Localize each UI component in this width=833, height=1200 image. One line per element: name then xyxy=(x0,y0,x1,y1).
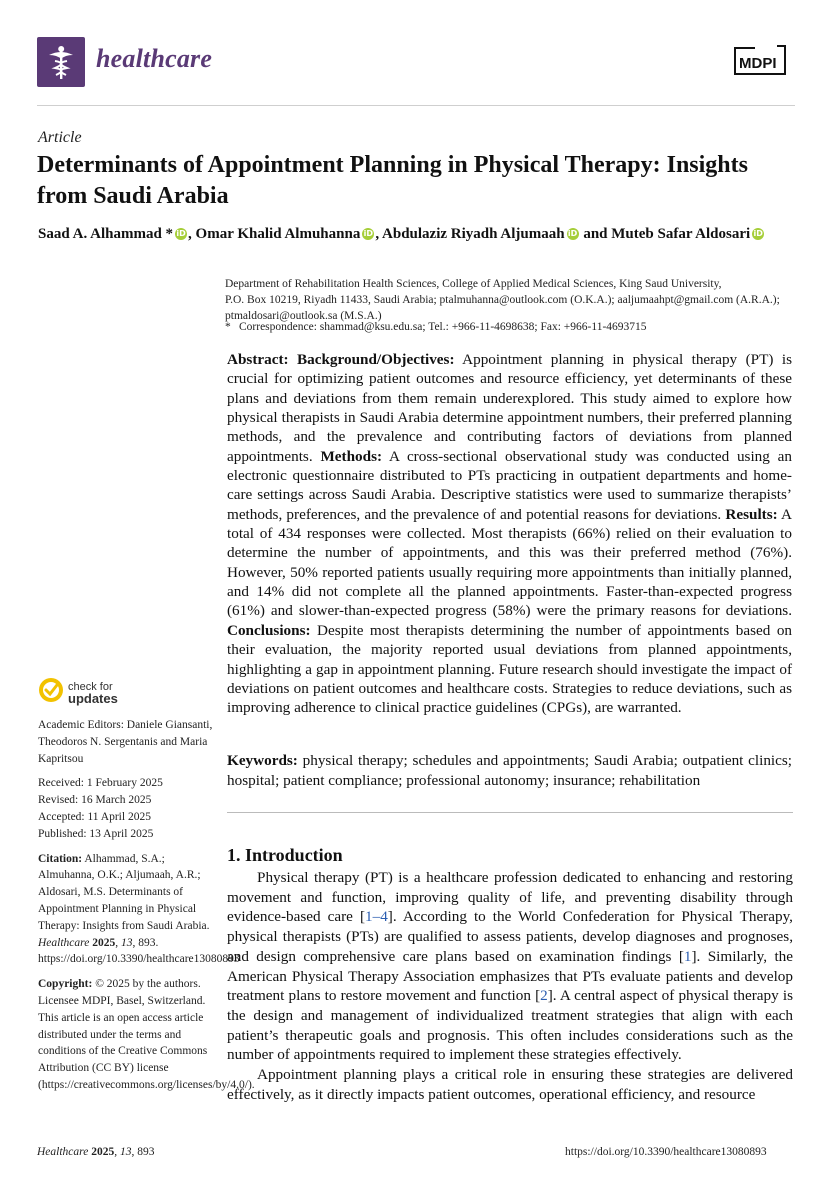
affiliation-line: ptmaldosari@outlook.sa (M.S.A.) xyxy=(225,310,382,322)
academic-editors: Academic Editors: Daniele Giansanti, Theodoros N. Sergentanis and Maria Kapritsou xyxy=(38,719,213,765)
abstract-conclusions-label: Conclusions: xyxy=(227,621,311,639)
abstract-conclusions: Despite most therapists determining the number of appointments based on their evaluation, the majority reported usual deviations from planned appointments, highlighting a gap in appointment planning. Future research should investigate the impact of deviations on patient outcomes and healthcare costs. Strategies to reduce deviations, such as improving adherence to clinical practice guidelines (CPGs), are warranted. xyxy=(227,621,793,717)
introduction-body xyxy=(227,868,793,1104)
affiliation xyxy=(225,276,800,324)
affiliation-line: P.O. Box 10219, Riyadh 11433, Saudi Arabia; ptalmuhanna@outlook.com (O.K.A.); aaljumaahpt@gmail.com (A.R.A.); xyxy=(225,294,780,306)
paragraph: Appointment planning plays a critical role in ensuring these strategies are delivered effectively, as it directly impacts patient outcomes, operational efficiency, and resource xyxy=(227,1066,793,1103)
received-date: Received: 1 February 2025 xyxy=(38,777,163,790)
corresponding-marker: * xyxy=(161,226,174,242)
abstract xyxy=(227,350,792,718)
affiliation-line: Department of Rehabilitation Health Sciences, College of Applied Medical Sciences, King Saud University, xyxy=(225,278,722,290)
article-dates xyxy=(38,775,213,842)
medical-caduceus-icon xyxy=(43,43,79,81)
author-name[interactable]: Omar Khalid Almuhanna xyxy=(195,226,361,242)
reference-link[interactable]: 1 xyxy=(683,947,692,965)
section-divider xyxy=(227,812,793,813)
article-info-sidebar xyxy=(38,717,255,1102)
check-updates-icon xyxy=(38,677,64,703)
keywords-label: Keywords: xyxy=(227,752,298,769)
citation: Citation: Alhammad, S.A.; Almuhanna, O.K.; Aljumaah, A.R.; Aldosari, M.S. Determinants of Appointment Planning in Physical Therapy: Insights from Saudi Arabia. Healthcare 2025, 13, 893. https://doi.org/10.3390/healthcare13080893 xyxy=(38,852,240,966)
header-divider xyxy=(37,105,795,106)
abstract-label: Abstract: xyxy=(227,351,289,368)
check-for-updates-badge[interactable] xyxy=(38,677,64,708)
publisher-logo[interactable] xyxy=(727,44,795,83)
orcid-icon[interactable]: iD xyxy=(176,229,186,238)
check-for-updates-label[interactable]: check for updates xyxy=(68,681,118,706)
footer-citation: Healthcare 2025, 13, 893 xyxy=(37,1146,155,1158)
citation-doi[interactable]: , 893. https://doi.org/10.3390/healthcare13080893 xyxy=(38,936,240,966)
correspondence-text: Correspondence: shammad@ksu.edu.sa; Tel.: +966-11-4698638; Fax: +966-11-4693715 xyxy=(239,321,647,333)
revised-date: Revised: 16 March 2025 xyxy=(38,794,152,807)
copyright: Copyright: © 2025 by the authors. Licensee MDPI, Basel, Switzerland. This article is an open access article distributed under the terms and conditions of the Creative Commons Attribution (CC BY) license (https://creativecommons.org/licenses/by/4.0/). xyxy=(38,978,255,1091)
correspondence xyxy=(225,321,647,333)
author-name[interactable]: Saad A. Alhammad xyxy=(38,226,162,242)
abstract-background-label: Background/Objectives: xyxy=(297,351,455,368)
author-list: Saad A. Alhammad * iD , Omar Khalid Almuhanna iD , Abdulaziz Riyadh Aljumaah iD and Muteb Safar Aldosari iD xyxy=(38,226,763,242)
orcid-icon[interactable]: iD xyxy=(363,229,374,238)
abstract-results: A total of 434 responses were collected. Most therapists (66%) relied on their evaluation to determine the number of appointments, and this was their preferred method (76%). However, 50% reported patients usually requiring more appointments than initially planned, and 14% did not complete all the planned appointments. Faster-than-expected progress (61%) and slower-than-expected progress (58%) were the primary reasons for deviations. xyxy=(227,505,792,620)
paragraph: Physical therapy (PT) is a healthcare profession dedicated to enhancing and restoring movement and function, improving quality of life, and preventing disability through evidence-based care [1–4]. According to the World Confederation for Physical Therapy, physical therapists (PTs) are qualified to assess patients, develop diagnoses and prognoses, and design comprehensive care plans based on examination findings [1]. Similarly, the American Physical Therapy Association emphasizes that PTs evaluate patients and develop treatment plans to restore movement and function [2]. A central aspect of physical therapy is the design and management of individualized treatment strategies that align with each patient’s therapeutic goals and prognosis. This often includes considerations such as the number of appointments required to implement these strategies effectively. xyxy=(227,869,793,1064)
journal-logo xyxy=(37,37,85,87)
footer-doi-link[interactable]: https://doi.org/10.3390/healthcare13080893 xyxy=(565,1146,767,1158)
corresponding-marker: * xyxy=(225,321,231,333)
abstract-background: Appointment planning in physical therapy (PT) is crucial for optimizing patient outcomes and resource efficiency, yet determinants of these plans and deviations from them remain underexplored. This study aimed to explore how physical therapists in Saudi Arabia determine appointment numbers, their preferred planning methods, and the prevalence and contributing factors of deviations from planned appointments. xyxy=(227,351,792,465)
article-title: Determinants of Appointment Planning in Physical Therapy: Insights from Saudi Arabia xyxy=(37,152,748,209)
article-type: Article xyxy=(38,129,82,146)
author-name[interactable]: Muteb Safar Aldosari xyxy=(611,226,751,242)
orcid-icon[interactable]: iD xyxy=(753,229,763,238)
abstract-results-label: Results: xyxy=(725,505,778,523)
keywords xyxy=(227,751,792,791)
journal-name[interactable]: healthcare xyxy=(96,44,213,73)
abstract-methods: A cross-sectional observational study was conducted using an electronic questionnaire distributed to PTs practicing in outpatient departments and home-care settings across Saudi Arabia. Descriptive statistics were used to summarize therapists’ methods, preferences, and the prevalence of and potential reasons for deviations. xyxy=(227,447,793,523)
orcid-icon[interactable]: iD xyxy=(567,229,578,238)
keywords-text: physical therapy; schedules and appointments; Saudi Arabia; outpatient clinics; hospital; patient compliance; professional autonomy; insurance; rehabilitation xyxy=(227,752,793,789)
section-heading: 1. Introduction xyxy=(227,845,343,865)
publisher-name: MDPI xyxy=(739,55,777,72)
abstract-methods-label: Methods: xyxy=(320,447,383,465)
accepted-date: Accepted: 11 April 2025 xyxy=(38,810,151,823)
reference-link[interactable]: 1–4 xyxy=(365,908,388,926)
author-name[interactable]: Abdulaziz Riyadh Aljumaah xyxy=(382,226,565,242)
reference-link[interactable]: 2 xyxy=(540,987,548,1005)
published-date: Published: 13 April 2025 xyxy=(38,827,154,840)
